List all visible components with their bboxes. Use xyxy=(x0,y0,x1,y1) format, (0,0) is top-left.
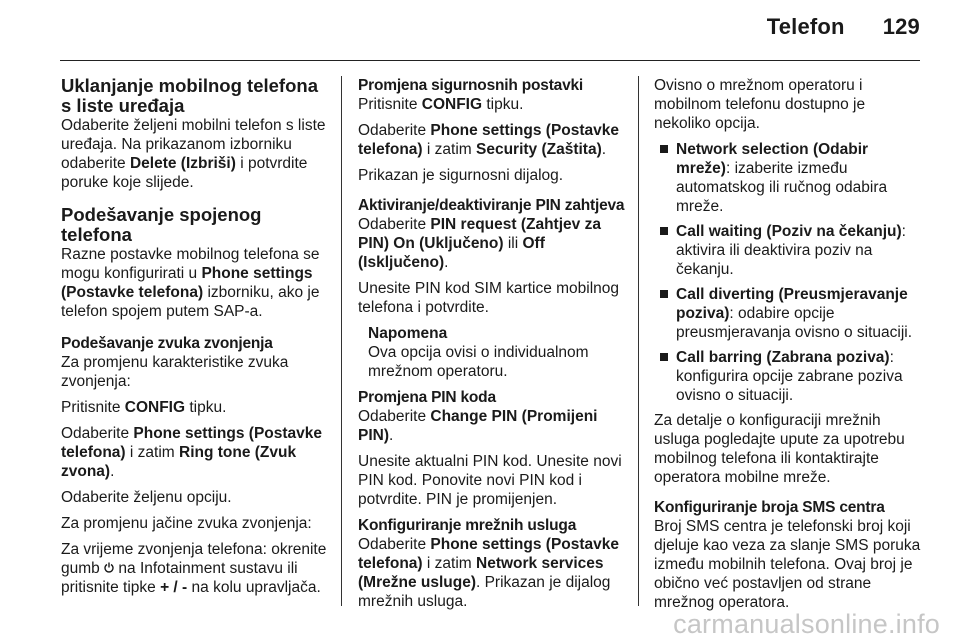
text: Odaberite željeni mobilni telefon s liste uređaja. Na prikazanom izborniku odaberite xyxy=(61,117,326,172)
option-text: : aktivira ili deaktivira poziv na čekanju. xyxy=(676,223,906,278)
text: Za vrijeme zvonjenja telefona: okrenite gumb xyxy=(61,541,327,577)
note-text: Ova opcija ovisi o individualnom mrežnom operatoru. xyxy=(368,344,589,380)
text: i zatim xyxy=(422,141,476,158)
menu-item-phone-settings: Phone settings (Postavke telefona) xyxy=(358,122,620,158)
menu-item-change-pin: Change PIN (Promijeni PIN) xyxy=(358,408,598,444)
text: i zatim xyxy=(422,555,476,572)
text: Odaberite xyxy=(358,122,431,139)
heading-pin-request: Aktiviranje/deaktiviranje PIN zahtjeva xyxy=(358,197,625,214)
text: i zatim xyxy=(125,444,179,461)
text: Odaberite xyxy=(61,425,134,442)
heading-network-services: Konfiguriranje mrežnih usluga xyxy=(358,517,577,534)
option-title: Call diverting (Preusmjeravanje poziva) xyxy=(676,286,908,322)
list-item-call-waiting xyxy=(654,222,926,279)
menu-item-pin-off: Off (Isključeno) xyxy=(358,235,545,271)
watermark: carmanualsonline.info xyxy=(673,609,940,639)
heading-security: Promjena sigurnosnih postavki xyxy=(358,77,584,94)
button-config-label: CONFIG xyxy=(421,96,483,113)
heading-phone-settings: Podešavanje spojenog telefona xyxy=(61,204,262,245)
paragraph-volume: Za promjenu jačine zvuka zvonjenja: xyxy=(61,515,312,532)
paragraph-press-config xyxy=(358,95,630,114)
column-3 xyxy=(654,76,926,619)
note-title: Napomena xyxy=(368,325,448,342)
text: ili xyxy=(503,235,523,252)
text: tipku. xyxy=(482,96,524,113)
heading-remove-phone: Uklanjanje mobilnog telefona s liste uređaja xyxy=(61,75,318,116)
heading-sms-center: Konfiguriranje broja SMS centra xyxy=(654,499,885,516)
paragraph-change: Za promjenu karakteristike zvuka zvonjenja: xyxy=(61,354,289,390)
text: . xyxy=(601,141,607,158)
menu-item-pin-on: PIN request (Zahtjev za PIN) On (Uključeno) xyxy=(358,216,601,252)
page-number: 129 xyxy=(882,14,920,39)
paragraph-change-pin-select xyxy=(358,407,630,445)
text: . xyxy=(110,463,115,480)
note-box xyxy=(358,324,630,381)
text: Odaberite xyxy=(358,408,431,425)
paragraph-select-option: Odaberite željenu opciju. xyxy=(61,489,232,506)
paragraph-intro: Ovisno o mrežnom operatoru i mobilnom telefonu dostupno je nekoliko opcija. xyxy=(654,77,866,132)
options-list xyxy=(654,140,926,405)
paragraph-during-ring xyxy=(61,540,333,597)
paragraph-pin-select xyxy=(358,215,630,272)
paragraph-change-pin-enter: Unesite aktualni PIN kod. Unesite novi PIN kod. Ponovite novi PIN kod i potvrdite. PIN je promijenjen. xyxy=(358,453,622,508)
paragraph-select-ringtone xyxy=(61,424,333,481)
option-text: : odabire opcije preusmjeravanja ovisno o situaciji. xyxy=(676,305,913,341)
text: izborniku, ako je telefon spojem putem SAP-a. xyxy=(61,284,320,320)
button-plus-minus-label: + / - xyxy=(160,579,188,596)
paragraph-press-config xyxy=(61,398,333,417)
menu-item-phone-settings: Phone settings (Postavke telefona) xyxy=(61,425,323,461)
text: Odaberite xyxy=(358,216,431,233)
text: . Prikazan je dijalog mrežnih usluga. xyxy=(358,574,611,610)
text: Pritisnite xyxy=(61,399,125,416)
button-config-label: CONFIG xyxy=(124,399,186,416)
menu-item-phone-settings: Phone settings (Postavke telefona) xyxy=(358,536,620,572)
option-title: Call barring (Zabrana poziva) xyxy=(676,349,890,366)
heading-change-pin: Promjena PIN koda xyxy=(358,389,496,406)
paragraph-phone-settings xyxy=(61,245,333,321)
text: i potvrdite poruke koje slijede. xyxy=(61,155,308,191)
header-divider xyxy=(60,60,920,61)
option-title: Network selection (Odabir mreže) xyxy=(676,141,869,177)
column-1 xyxy=(61,76,333,604)
option-text: : izaberite između automatskog ili ručnog odabira mreže. xyxy=(676,160,888,215)
paragraph-dialog: Prikazan je sigurnosni dijalog. xyxy=(358,167,564,184)
knob-icon xyxy=(104,560,114,570)
paragraph-details: Za detalje o konfiguraciji mrežnih usluga pogledajte upute za upotrebu mobilnog telefona ili kontaktirajte operatora mobilne mreže. xyxy=(654,412,905,486)
text: na Infotainment sustavu ili pritisnite tipke xyxy=(61,560,298,596)
option-text: : konfigurira opcije zabrane poziva ovisno o situaciji. xyxy=(676,349,903,404)
chapter-title: Telefon xyxy=(766,14,845,39)
menu-item-delete: Delete (Izbriši) xyxy=(129,155,236,172)
text: . xyxy=(444,254,449,271)
column-divider-2 xyxy=(638,76,639,606)
paragraph-remove-phone xyxy=(61,116,333,192)
paragraph-select-security xyxy=(358,121,630,159)
option-title: Call waiting (Poziv na čekanju) xyxy=(676,223,902,240)
menu-item-ring-tone: Ring tone (Zvuk zvona) xyxy=(61,444,297,480)
heading-ringtone: Podešavanje zvuka zvonjenja xyxy=(61,335,273,352)
text: na kolu upravljača. xyxy=(187,579,321,596)
text: Pritisnite xyxy=(358,96,422,113)
menu-item-phone-settings: Phone settings (Postavke telefona) xyxy=(61,265,313,301)
page-header xyxy=(767,14,920,40)
list-item-call-diverting xyxy=(654,285,926,342)
text: Razne postavke mobilnog telefona se mogu konfigurirati u xyxy=(61,246,320,282)
paragraph-sms-center: Broj SMS centra je telefonski broj koji djeluje kao veza za slanje SMS poruka između mobilnih telefona. Ovaj broj je obično već postavljen od strane mrežnog operatora. xyxy=(654,518,921,611)
paragraph-pin-enter: Unesite PIN kod SIM kartice mobilnog telefona i potvrdite. xyxy=(358,280,620,316)
text: Odaberite xyxy=(358,536,431,553)
menu-item-network-services: Network services (Mrežne usluge) xyxy=(358,555,604,591)
list-item-call-barring xyxy=(654,348,926,405)
text: tipku. xyxy=(185,399,227,416)
column-divider-1 xyxy=(341,76,342,606)
column-2 xyxy=(358,76,630,618)
paragraph-network-services xyxy=(358,535,630,611)
list-item-network-selection xyxy=(654,140,926,216)
menu-item-security: Security (Zaštita) xyxy=(476,141,602,158)
text: . xyxy=(389,427,394,444)
